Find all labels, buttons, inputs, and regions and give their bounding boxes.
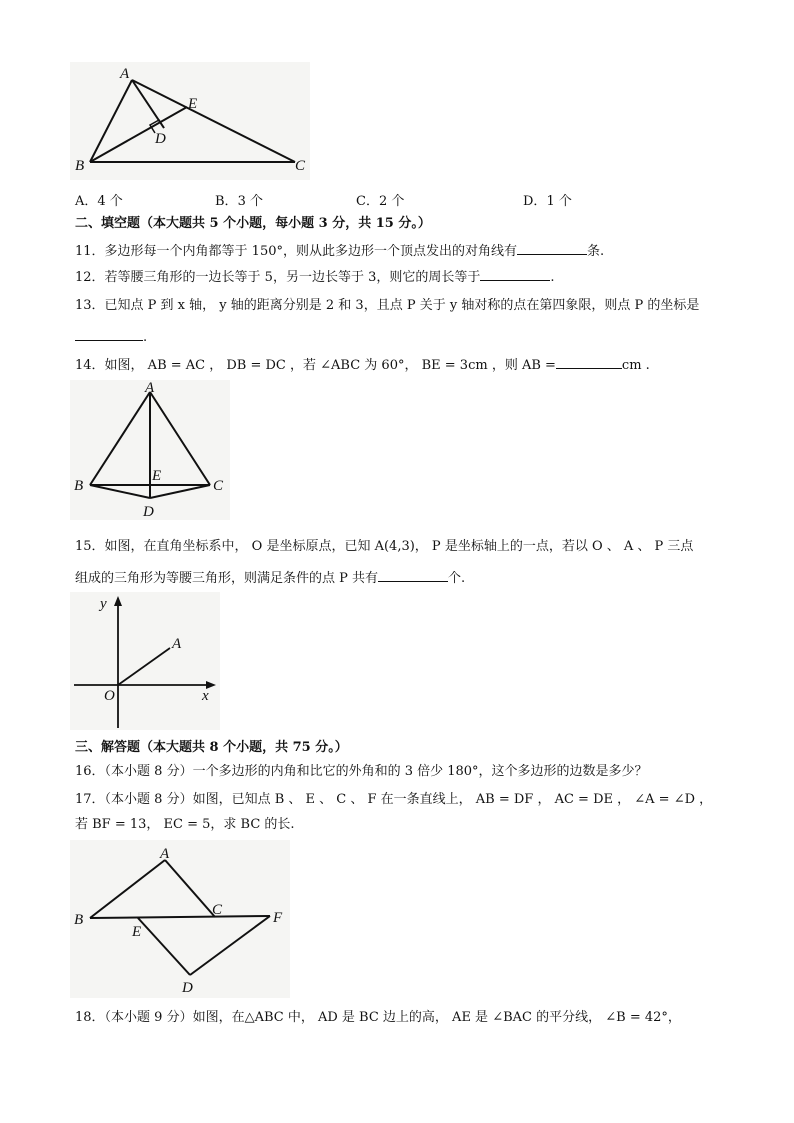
q17-label-B: B bbox=[74, 912, 84, 928]
q10-option-a: A．4 个 bbox=[75, 194, 123, 209]
q10-label-D: D bbox=[155, 131, 166, 147]
q17-triangles-figure bbox=[70, 840, 290, 998]
question-14: 14．如图， AB = AC ， DB = DC ，若 ∠ABC 为 60°， BE = 3cm ，则 AB = cm . bbox=[75, 354, 754, 376]
q14-label-D: D bbox=[143, 504, 154, 520]
question-15-line-1: 15．如图，在直角坐标系中， O 是坐标原点，已知 A(4,3)， P 是坐标轴上的一点，若以 O 、 A 、 P 三点 bbox=[75, 539, 694, 554]
q10-label-B: B bbox=[75, 158, 85, 174]
q12-answer-blank bbox=[480, 266, 550, 281]
q17-label-E: E bbox=[132, 924, 142, 940]
q15-answer-blank bbox=[378, 567, 448, 582]
question-11: 11．多边形每一个内角都等于 150°，则从此多边形一个顶点发出的对角线有 条. bbox=[75, 240, 754, 262]
q17-label-D: D bbox=[182, 980, 193, 996]
q14-answer-blank bbox=[556, 354, 622, 369]
q13-answer-blank bbox=[75, 326, 143, 341]
q11-answer-blank bbox=[517, 240, 587, 255]
q10-label-E: E bbox=[188, 96, 198, 112]
q15-label-y: y bbox=[100, 596, 107, 612]
q14-label-C: C bbox=[213, 478, 224, 494]
section-3-title: 三、解答题（本大题共 8 个小题，共 75 分。） bbox=[75, 740, 348, 755]
question-13-answer-line: . bbox=[75, 326, 754, 348]
q14-label-E: E bbox=[152, 468, 162, 484]
question-16: 16．（本小题 8 分）一个多边形的内角和比它的外角和的 3 倍少 180°，这个多边形的边数是多少？ bbox=[75, 764, 648, 779]
question-18: 18．（本小题 9 分）如图，在△ABC 中， AD 是 BC 边上的高， AE 是 ∠BAC 的平分线， ∠B = 42°， bbox=[75, 1010, 681, 1025]
section-2-title: 二、填空题（本大题共 5 个小题，每小题 3 分，共 15 分。） bbox=[75, 216, 431, 231]
q10-label-C: C bbox=[295, 158, 306, 174]
q10-option-b: B．3 个 bbox=[215, 194, 263, 209]
q15-label-x: x bbox=[202, 688, 209, 704]
question-17-line-2: 若 BF = 13， EC = 5，求 BC 的长. bbox=[75, 817, 295, 832]
q17-label-C: C bbox=[212, 902, 223, 918]
q15-label-O: O bbox=[104, 688, 115, 704]
q10-label-A: A bbox=[120, 66, 130, 82]
q14-label-B: B bbox=[74, 478, 84, 494]
q14-label-A: A bbox=[145, 380, 155, 396]
q14-triangle-figure bbox=[70, 380, 230, 520]
q17-label-F: F bbox=[273, 910, 283, 926]
question-17-line-1: 17．（本小题 8 分）如图，已知点 B 、 E 、 C 、 F 在一条直线上， AB = DF ， AC = DE ， ∠A = ∠D ， bbox=[75, 792, 713, 807]
question-15-line-2: 组成的三角形为等腰三角形，则满足条件的点 P 共有 个. bbox=[75, 567, 754, 589]
q15-label-A: A bbox=[172, 636, 182, 652]
question-13: 13．已知点 P 到 x 轴， y 轴的距离分别是 2 和 3，且点 P 关于 y 轴对称的点在第四象限，则点 P 的坐标是 bbox=[75, 298, 700, 313]
q10-option-c: C．2 个 bbox=[356, 194, 405, 209]
q10-option-d: D．1 个 bbox=[523, 194, 572, 209]
question-12: 12．若等腰三角形的一边长等于 5，另一边长等于 3，则它的周长等于 . bbox=[75, 266, 754, 288]
q10-triangle-figure bbox=[70, 62, 310, 180]
q15-coordinate-figure bbox=[70, 592, 220, 730]
q17-label-A: A bbox=[160, 846, 170, 862]
